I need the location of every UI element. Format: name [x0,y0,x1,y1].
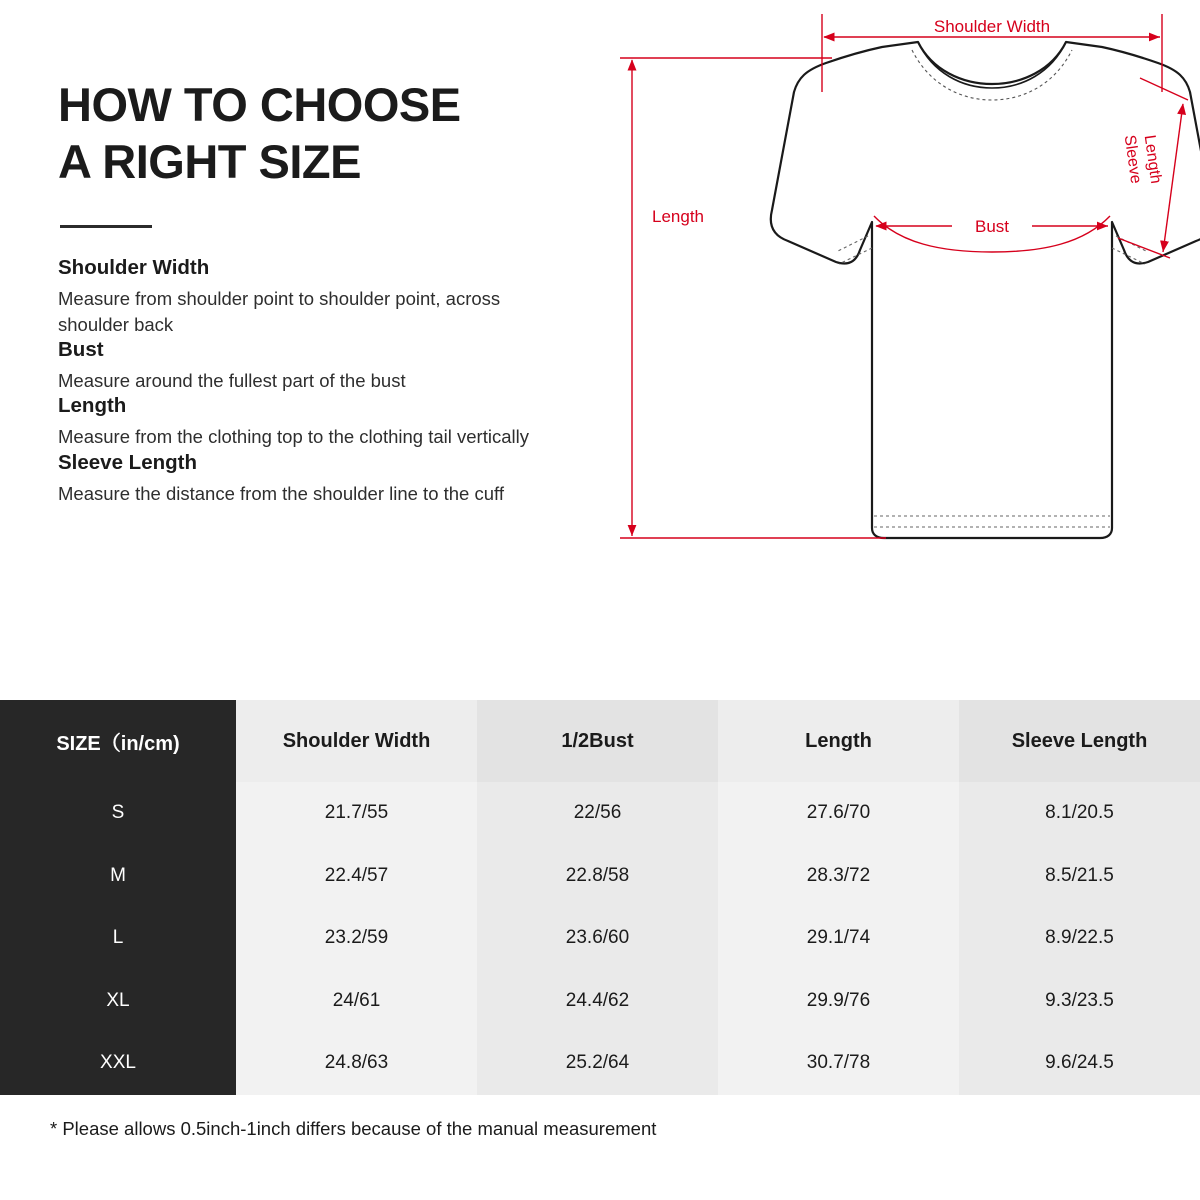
definition-term: Shoulder Width [58,255,210,279]
cell-size: XL [0,970,236,1033]
table-row [0,970,1200,1033]
definition-item [58,451,560,507]
cell-size: XXL [0,1032,236,1095]
cell-shoulder-width: 23.2/59 [236,907,477,970]
definition-term: Sleeve Length [58,450,197,474]
cell-half-bust: 25.2/64 [477,1032,718,1095]
tshirt-outline [771,42,1200,538]
measurement-footnote: * Please allows 0.5inch-1inch differs because of the manual measurement [50,1118,657,1139]
definition-item [58,394,560,450]
definition-desc: Measure around the fullest part of the bust [58,370,406,392]
definition-desc: Measure from shoulder point to shoulder point, across shoulder back [58,287,501,335]
sleeve-length-label-line2: Length [1140,133,1165,185]
tshirt-diagram [600,0,1200,700]
sleeve-length-label-line1: Sleeve [1120,133,1145,185]
page-title [58,76,560,191]
cell-half-bust: 22/56 [477,782,718,845]
cell-half-bust: 22.8/58 [477,845,718,908]
cell-sleeve-length: 9.6/24.5 [959,1032,1200,1095]
table-header-length: Length [718,700,959,782]
table-header-row [0,700,1200,782]
size-table [0,700,1200,1095]
cell-length: 29.1/74 [718,907,959,970]
cell-size: S [0,782,236,845]
cell-sleeve-length: 8.9/22.5 [959,907,1200,970]
definition-desc: Measure from the clothing top to the clothing tail vertically [58,426,529,448]
table-header-sleeve-length: Sleeve Length [959,700,1200,782]
cell-half-bust: 23.6/60 [477,907,718,970]
cell-length: 29.9/76 [718,970,959,1033]
info-panel [0,0,600,700]
cell-half-bust: 24.4/62 [477,970,718,1033]
page-title-line1: HOW TO CHOOSE [58,78,461,131]
table-row [0,845,1200,908]
definition-term: Length [58,394,127,418]
title-divider [60,225,152,228]
table-row [0,907,1200,970]
cell-shoulder-width: 21.7/55 [236,782,477,845]
cell-sleeve-length: 9.3/23.5 [959,970,1200,1033]
cell-shoulder-width: 24.8/63 [236,1032,477,1095]
table-header-half-bust: 1/2Bust [477,700,718,782]
cell-length: 27.6/70 [718,782,959,845]
cell-shoulder-width: 22.4/57 [236,845,477,908]
table-header-size: SIZE（in/cm) [0,700,236,782]
page-title-line2: A RIGHT SIZE [58,135,361,189]
table-header-shoulder-width: Shoulder Width [236,700,477,782]
definition-term: Bust [58,338,104,362]
definition-item [58,338,560,394]
cell-size: L [0,907,236,970]
cell-sleeve-length: 8.1/20.5 [959,782,1200,845]
size-table-wrapper [0,700,1200,1095]
cell-size: M [0,845,236,908]
cell-length: 28.3/72 [718,845,959,908]
length-label: Length [652,207,704,226]
definition-item [58,256,560,339]
cell-shoulder-width: 24/61 [236,970,477,1033]
shoulder-width-label: Shoulder Width [933,17,1051,36]
table-row [0,1032,1200,1095]
bust-label: Bust [974,217,1010,236]
definition-desc: Measure the distance from the shoulder line to the cuff [58,482,504,504]
cell-length: 30.7/78 [718,1032,959,1095]
cell-sleeve-length: 8.5/21.5 [959,845,1200,908]
table-row [0,782,1200,845]
